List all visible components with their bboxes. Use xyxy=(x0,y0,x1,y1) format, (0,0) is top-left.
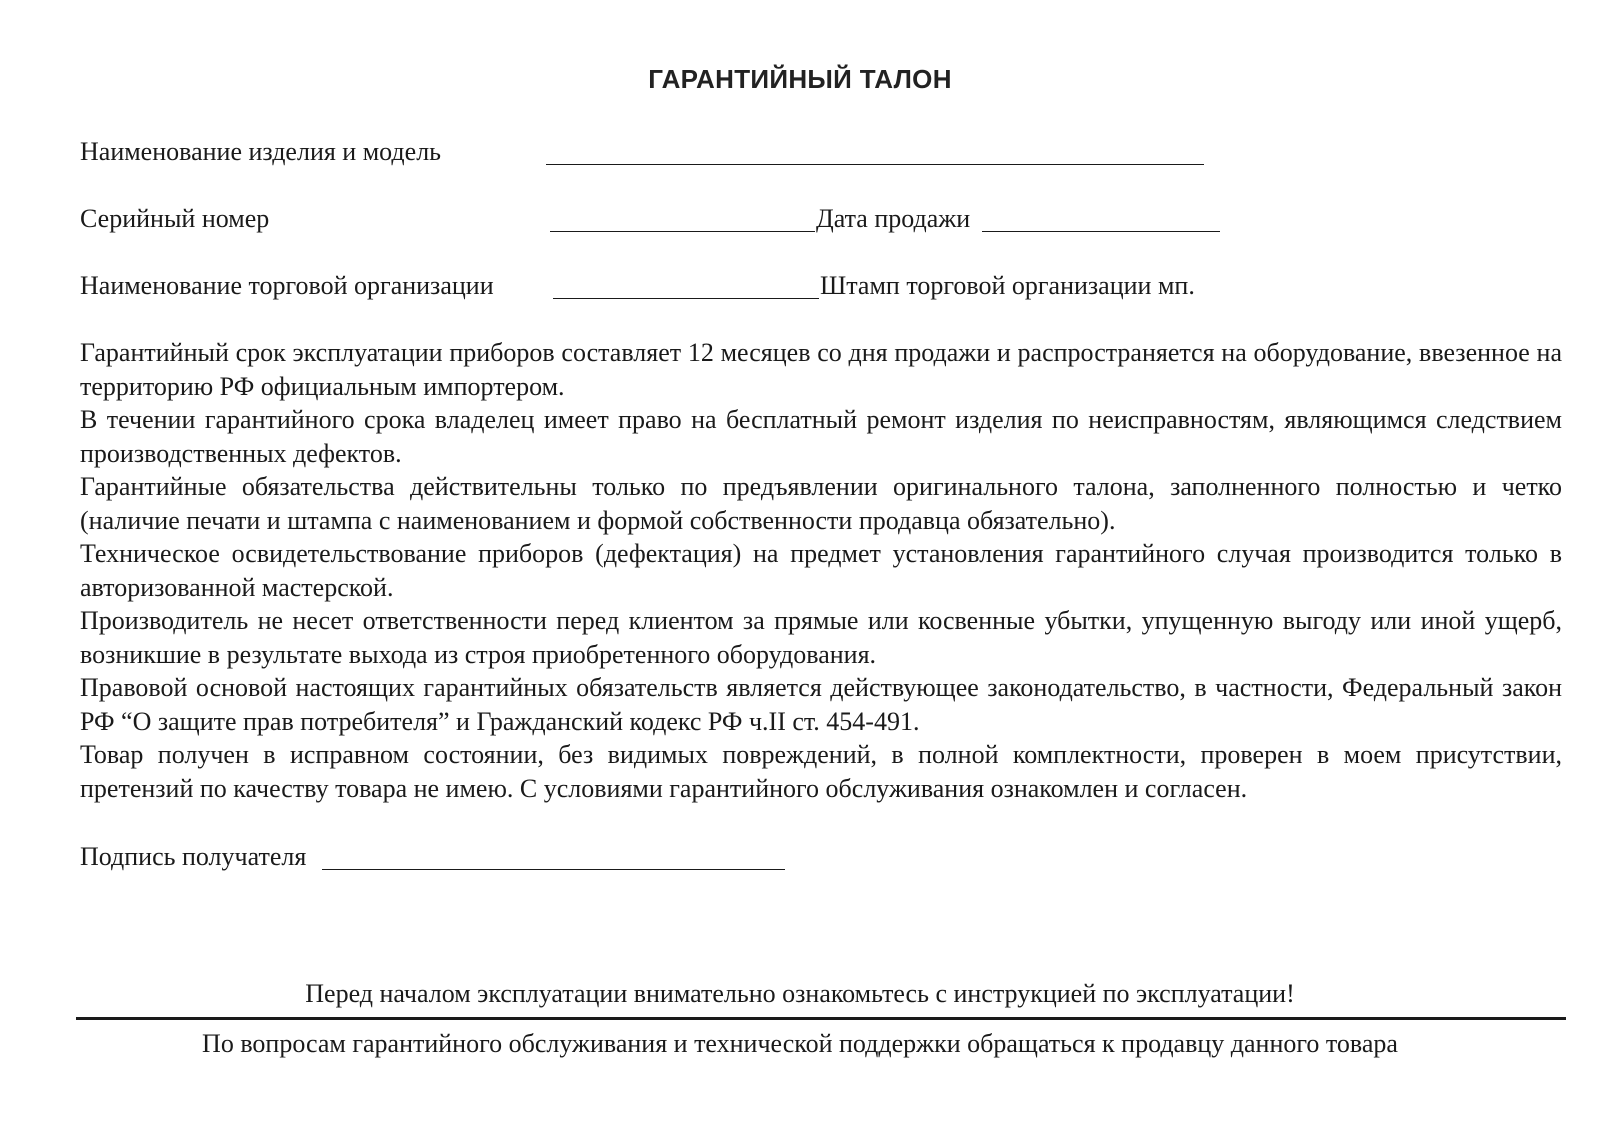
paragraph-free-repair: В течении гарантийного срока владелец имеет право на бесплатный ремонт изделия по неисправностям, являющимся следствием производственных дефектов. xyxy=(80,405,1562,468)
paragraph-technical-inspection: Техническое освидетельствование приборов (дефектация) на предмет установления гарантийного случая производится только в авторизованной мастерской. xyxy=(80,539,1562,602)
document-title: ГАРАНТИЙНЫЙ ТАЛОН xyxy=(648,64,952,94)
signature-label: Подпись получателя xyxy=(80,842,307,871)
paragraph-obligations-validity: Гарантийные обязательства действительны только по предъявлении оригинального талона, заполненного полностью и четко (наличие печати и штампа с наименованием и формой собственности продавца обязательно). xyxy=(80,472,1562,535)
stamp-label: Штамп торговой организации мп. xyxy=(820,271,1195,300)
paragraph-receipt-confirmation: Товар получен в исправном состоянии, без видимых повреждений, в полной комплектности, проверен в моем присутствии, претензий по качеству товара не имею. С условиями гарантийного обслуживания ознакомлен и согласен. xyxy=(80,740,1562,803)
sale-date-label: Дата продажи xyxy=(816,204,971,233)
serial-blank-line[interactable] xyxy=(550,231,815,232)
org-label: Наименование торговой организации xyxy=(80,271,494,300)
sale-date-blank-line[interactable] xyxy=(982,231,1220,232)
footer-divider xyxy=(76,1017,1566,1020)
paragraph-warranty-period: Гарантийный срок эксплуатации приборов составляет 12 месяцев со дня продажи и распространяется на оборудование, ввезенное на территорию РФ официальным импортером. xyxy=(80,338,1562,401)
paragraph-liability-limits: Производитель не несет ответственности перед клиентом за прямые или косвенные убытки, упущенную выгоду или иной ущерб, возникшие в результате выхода из строя приобретенного оборудования. xyxy=(80,606,1562,669)
paragraph-legal-basis: Правовой основой настоящих гарантийных обязательств является действующее законодательство, в частности, Федеральный закон РФ “О защите прав потребителя” и Гражданский кодекс РФ ч.II ст. 454-491. xyxy=(80,673,1562,736)
product-blank-line[interactable] xyxy=(546,164,1204,165)
warranty-conditions xyxy=(80,336,1562,805)
signature-blank-line[interactable] xyxy=(322,869,785,870)
product-label: Наименование изделия и модель xyxy=(80,137,442,166)
footer-notice: Перед началом эксплуатации внимательно ознакомьтесь с инструкцией по эксплуатации! xyxy=(305,979,1295,1008)
org-blank-line[interactable] xyxy=(553,298,819,299)
serial-label: Серийный номер xyxy=(80,204,270,233)
footer-support: По вопросам гарантийного обслуживания и технической поддержки обращаться к продавцу данного товара xyxy=(202,1029,1398,1058)
